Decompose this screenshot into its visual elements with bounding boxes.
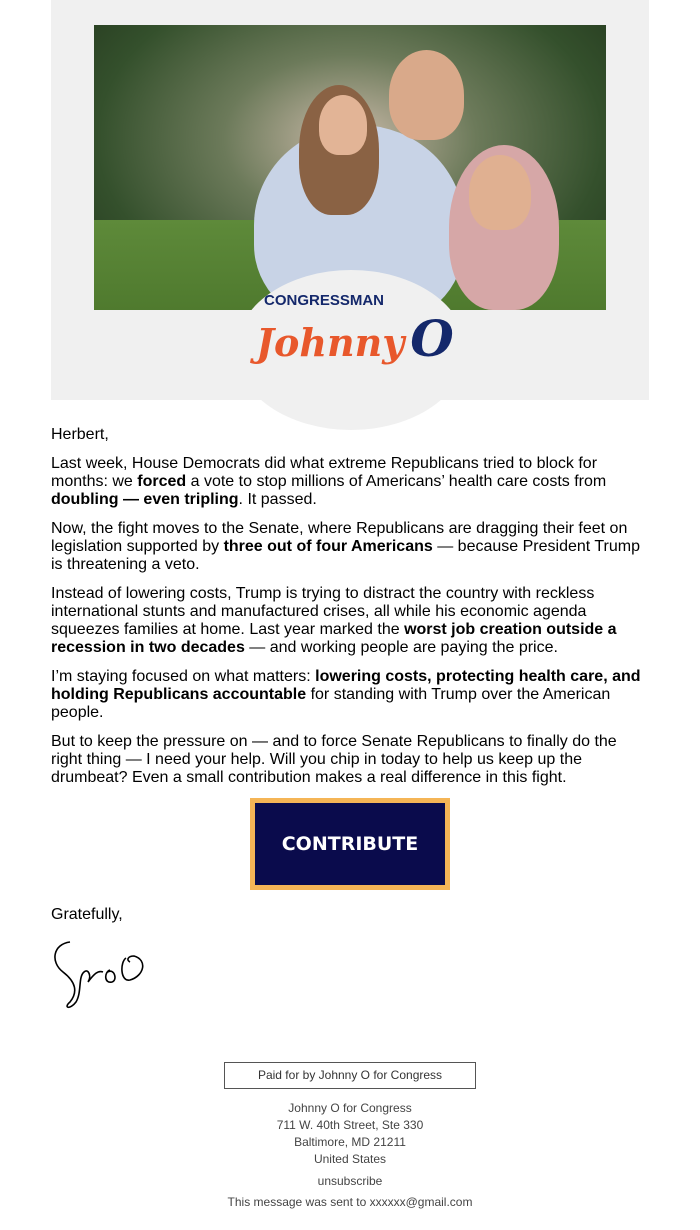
paragraph-4: I’m staying focused on what matters: lowering costs, protecting health care, and holding Republicans accountable for standing with Trump over the American people. [51, 668, 641, 721]
unsubscribe-link[interactable]: unsubscribe [317, 1174, 383, 1188]
address-org: Johnny O for Congress [288, 1101, 412, 1115]
address-country: United States [313, 1152, 387, 1166]
header-banner [51, 0, 649, 400]
address-street: 711 W. 40th Street, Ste 330 [276, 1118, 424, 1132]
email-body [51, 426, 649, 787]
email-content [51, 426, 649, 1211]
signature-image [48, 932, 158, 1012]
footer [0, 1062, 700, 1211]
campaign-logo [256, 292, 456, 366]
logo-congressman: CONGRESSMAN [264, 292, 385, 309]
family-photo [94, 25, 606, 310]
contribute-button-frame [250, 798, 450, 890]
sent-to-notice: This message was sent to xxxxxx@gmail.com [227, 1195, 473, 1209]
mailing-address [0, 1100, 700, 1168]
logo-name: Johnny [256, 320, 405, 365]
paragraph-5: But to keep the pressure on — and to force Senate Republicans to finally do the right thing — I need your help. Will you chip in today to help us keep up the drumbeat? Even a small contribution makes a real difference in this fight. [51, 733, 617, 786]
logo-initial: O [410, 309, 454, 368]
greeting: Herbert, [51, 426, 109, 443]
paid-for-disclaimer: Paid for by Johnny O for Congress [224, 1062, 476, 1089]
paragraph-2: Now, the fight moves to the Senate, where Republicans are dragging their feet on legislation supported by three out of four Americans — because President Trump is threatening a veto. [51, 520, 640, 573]
closing: Gratefully, [51, 906, 123, 923]
paragraph-3: Instead of lowering costs, Trump is trying to distract the country with reckless international stunts and manufactured crises, all while his economic agenda squeezes families at home. Last year marked the worst job creation outside a recession in two decades — and working people are paying the price. [51, 585, 617, 656]
paragraph-1: Last week, House Democrats did what extreme Republicans tried to block for months: we forced a vote to stop millions of Americans’ health care costs from doubling — even tripling. It passed. [51, 455, 607, 508]
address-city: Baltimore, MD 21211 [294, 1135, 406, 1149]
contribute-button[interactable]: CONTRIBUTE [255, 803, 445, 885]
